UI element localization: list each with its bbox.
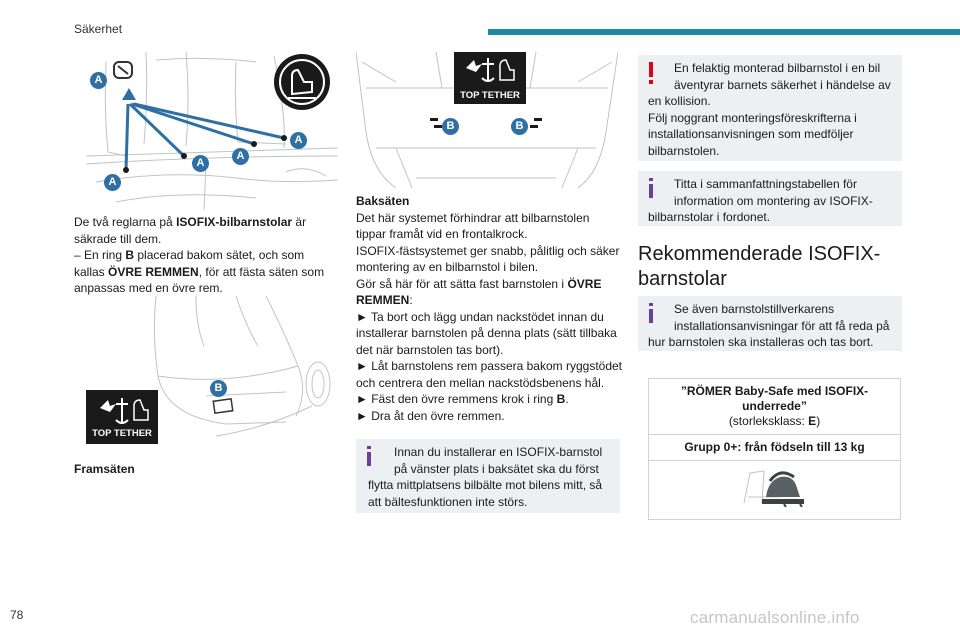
section-heading: Rekommenderade ISOFIX-barnstolar <box>638 243 881 290</box>
ring-label-b: B <box>442 118 459 135</box>
ring-label-b: B <box>511 118 528 135</box>
step: ► Ta bort och lägg undan nackstödet innan du installerar barnstolen på denna plats (sätt tillbaka det när barnstolen tas bort). <box>356 309 617 357</box>
table-cell-group: Grupp 0+: från födseln till 13 kg <box>649 435 900 461</box>
step: ► Fäst den övre remmens krok i ring B. <box>356 392 569 406</box>
isofix-intro-text: De två reglarna på ISOFIX-bilbarnstolar är säkrade till dem. – En ring B placerad bakom sätet, och som kallas ÖVRE REMMEN, för att fästa säten som anpassas med en övre rem. <box>74 215 325 295</box>
isofix-seat-illustration <box>86 52 338 210</box>
watermark: carmanualsonline.info <box>690 608 860 627</box>
baby-seat-icon <box>740 467 810 507</box>
info-callout: Se även barnstolstillverkarens installationsanvisningar för att få reda på hur barnstolen ska installeras och tas bort. <box>638 296 902 351</box>
info-icon <box>646 303 656 328</box>
ring-label-a: A <box>290 132 307 149</box>
child-seat-anchor-icon <box>274 54 330 110</box>
ring-label-a: A <box>104 174 121 191</box>
rear-seat-instructions: Baksäten Det här systemet förhindrar att bilbarnstolen tippar framåt vid en frontalkrock. ISOFIX-fästsystemet ger snabb, pålitlig och säker montering av en bilbarnstol i bilen. Gör så här för att sätta fast barnstolen i ÖVRE REMMEN: ► Ta bort och lägg undan nackstödet innan du installerar barnstolen på denna plats (sätt tillbaka det när barnstolen tas bort). ► Låt barnstolens rem passera bakom ryggstödet och centrera den mellan nackstödsbenens hål. ► Fäst den övre remmens krok i ring B. ► Dra åt den övre remmen. <box>356 194 623 423</box>
front-seat-illustration <box>86 296 336 446</box>
warning-callout: En felaktig monterad bilbarnstol i en bil äventyrar barnets säkerhet i händelse av en kollision. Följ noggrant monteringsföreskrifterna i installationsanvisningen som medföljer bilbarnstolen. <box>638 55 902 161</box>
ring-label-b: B <box>210 380 227 397</box>
ring-label-a: A <box>192 155 209 172</box>
info-callout: Innan du installerar en ISOFIX-barnstol på vänster plats i baksätet ska du först flytta mittplatsens bilbälte mot bilens mitt, så att bältesfunktionen inte störs. <box>356 439 620 513</box>
figure-caption: Framsäten <box>74 462 135 476</box>
info-callout: Titta i sammanfattningstabellen för information om montering av ISOFIX- bilbarnstolar i fordonet. <box>638 171 902 226</box>
top-tether-label: TOP TETHER <box>460 90 520 101</box>
child-seat-table <box>648 378 901 520</box>
ring-label-a: A <box>90 72 107 89</box>
section-label: Säkerhet <box>74 22 123 36</box>
step: ► Låt barnstolens rem passera bakom ryggstödet och centrera den mellan nackstödsbenens hål. <box>356 359 623 390</box>
table-cell-image <box>649 461 900 519</box>
table-cell-seat: ”RÖMER Baby-Safe med ISOFIX-underrede” (storleksklass: E) <box>649 379 900 435</box>
rear-trunk-illustration <box>356 52 618 188</box>
exclamation-icon <box>646 62 656 89</box>
header-accent-bar <box>488 29 960 35</box>
step: ► Dra åt den övre remmen. <box>356 408 505 423</box>
ring-label-a: A <box>232 148 249 165</box>
top-tether-label: TOP TETHER <box>92 428 152 439</box>
page-number: 78 <box>10 608 24 622</box>
info-icon <box>364 446 374 471</box>
info-icon <box>646 178 656 203</box>
